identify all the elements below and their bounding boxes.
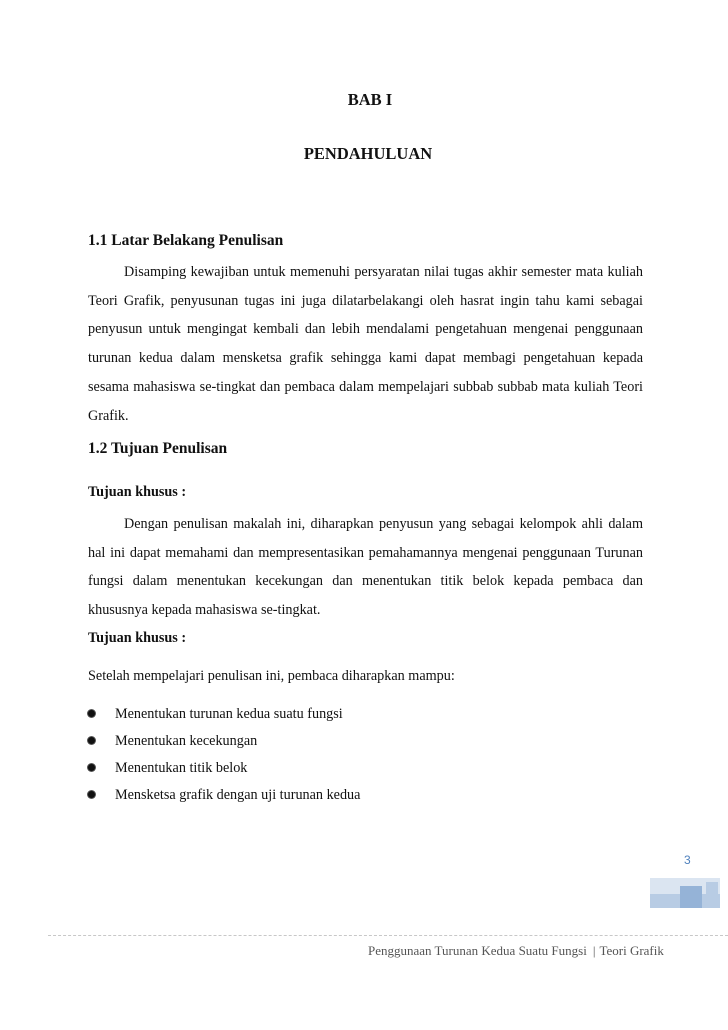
page-tab-decoration-icon <box>650 872 720 912</box>
chapter-title: PENDAHULUAN <box>303 144 433 163</box>
section-heading-1-2: 1.2 Tujuan Penulisan <box>88 440 228 457</box>
bullet-icon <box>88 764 95 771</box>
bullet-icon <box>88 710 95 717</box>
paragraph-tujuan: Dengan penulisan makalah ini, diharapkan penyusun yang sebagai kelompok ahli dalam hal ini dapat memahami dan mempresentasikan pemahamannya mengenai penggunaan Turunan fungsi dalam menentukan kecekungan dan menentukan titik belok kepada pembaca dan khususnya kepada mahasiswa se-tingkat. <box>88 516 643 619</box>
bullet-icon <box>88 791 95 798</box>
footer-title: Penggunaan Turunan Kedua Suatu Fungsi <box>368 943 587 958</box>
section-heading-1-1: 1.1 Latar Belakang Penulisan <box>88 232 284 249</box>
page-number: 3 <box>684 853 691 867</box>
footer-divider <box>48 935 728 936</box>
label-tujuan-khusus-2: Tujuan khusus : <box>88 630 187 646</box>
document-page: BAB I PENDAHULUAN 1.1 Latar Belakang Penulisan Disamping kewajiban untuk memenuhi persyaratan nilai tugas akhir semester mata kuliah Teori Grafik, penyusunan tugas ini juga dilatarbelakangi oleh hasrat ingin tahu kami sebagai penyusun untuk mengingat kembali dan lebih mendalami pengetahuan mengenai penggunaan turunan kedua dalam mensketsa grafik sehingga kami dapat membagi pengetahuan kepada sesama mahasiswa se-tingkat dan pembaca dalam mempelajari subbab subbab mata kuliah Teori Grafik. 1.2 Tujuan Penulisan Tujuan khusus : Dengan penulisan makalah ini, diharapkan penyusun yang sebagai kelompok ahli dalam hal ini dapat memahami dan mempresentasikan pemahamannya mengenai penggunaan Turunan fungsi dalam menentukan kecekungan dan menentukan titik belok kepada pembaca dan khususnya kepada mahasiswa se-tingkat. Tujuan khusus : Setelah mempelajari penulisan ini, pembaca diharapkan mampu: Menentukan turunan kedua suatu fungsi Menentukan kecekungan Menentukan titik belok Mensketsa grafik dengan uji turunan kedua 3 Penggunaan Turunan Kedua Suatu Fungsi | Teori Grafik <box>0 0 728 1030</box>
label-tujuan-khusus-1: Tujuan khusus : <box>88 484 187 500</box>
footer-subject: Teori Grafik <box>599 943 664 958</box>
footer-separator: | <box>592 943 596 958</box>
tujuan-intro: Setelah mempelajari penulisan ini, pembaca diharapkan mampu: <box>88 668 455 684</box>
page-footer <box>368 943 664 959</box>
chapter-number: BAB I <box>347 90 393 109</box>
bullet-icon <box>88 737 95 744</box>
paragraph-latar-belakang: Disamping kewajiban untuk memenuhi persyaratan nilai tugas akhir semester mata kuliah Teori Grafik, penyusunan tugas ini juga dilatarbelakangi oleh hasrat ingin tahu kami sebagai penyusun untuk mengingat kembali dan lebih mendalami pengetahuan mengenai penggunaan turunan kedua dalam mensketsa grafik sehingga kami dapat membagi pengetahuan kepada sesama mahasiswa se-tingkat dan pembaca dalam mempelajari subbab subbab mata kuliah Teori Grafik. <box>88 264 643 424</box>
